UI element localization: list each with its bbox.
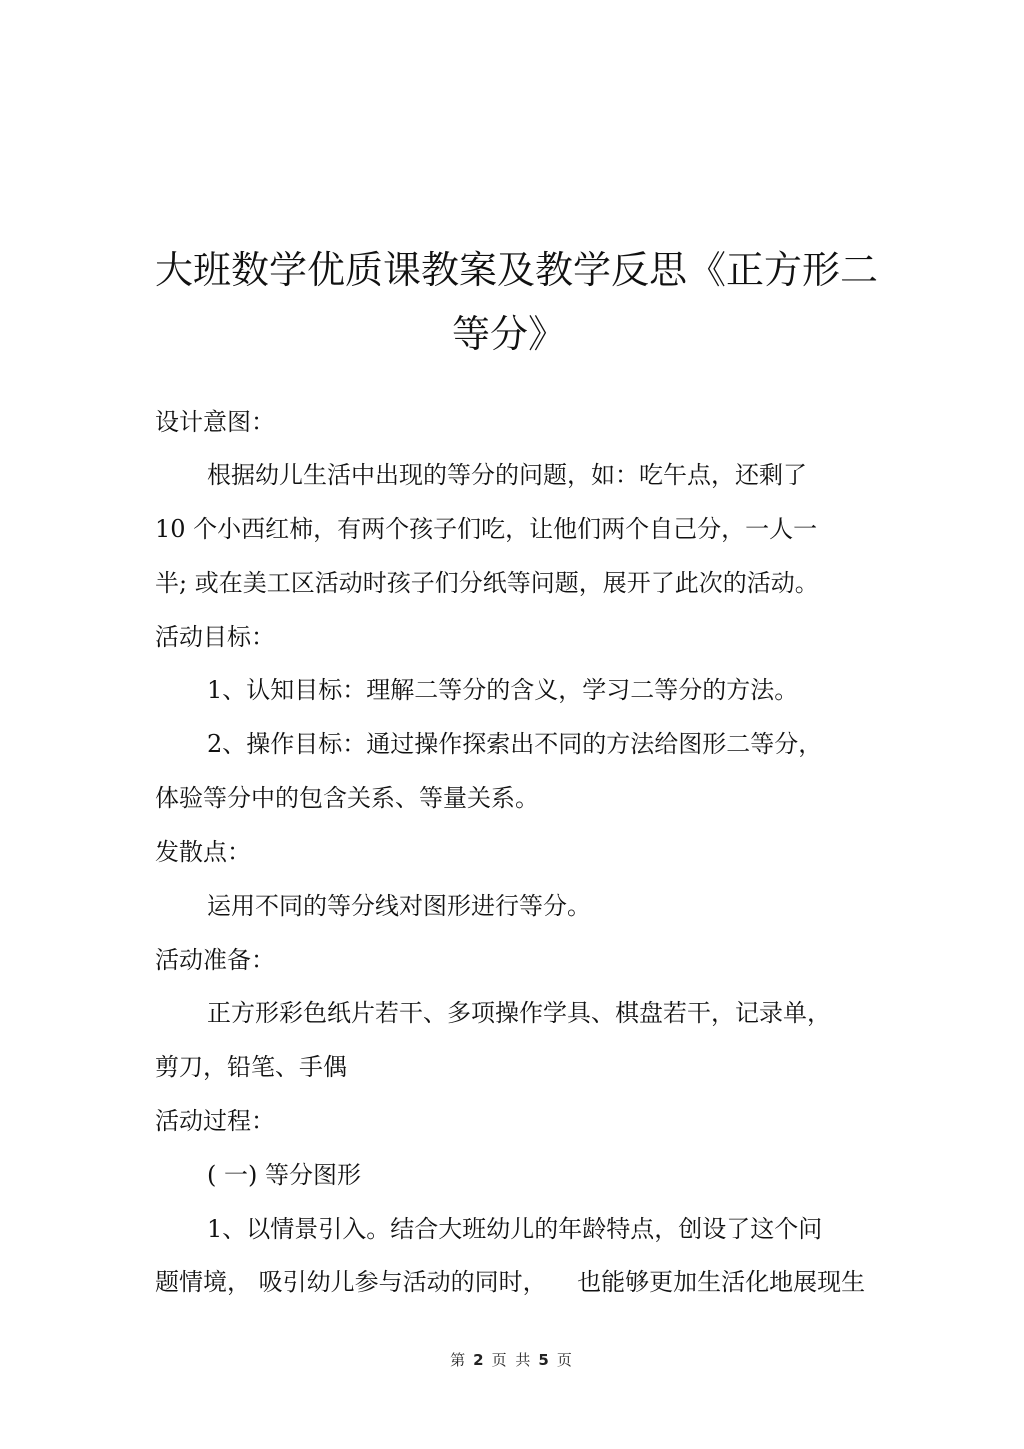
document-title: 大班数学优质课教案及教学反思 [155, 248, 688, 292]
current-page-number: 2 [473, 1351, 486, 1369]
footer-prefix: 第 [450, 1351, 468, 1369]
paragraph-line: 题情境， 吸引幼儿参与活动的同时， 也能够更加生活化地展现生 [155, 1268, 866, 1296]
page-footer [0, 1350, 1024, 1370]
paragraph-line: 根据幼儿生活中出现的等分的问题，如：吃午点，还剩了 [207, 461, 807, 489]
subsection-heading: ( 一) 等分图形 [207, 1161, 361, 1189]
section-heading-divergence: 发散点： [155, 838, 251, 866]
section-heading-process: 活动过程： [155, 1107, 275, 1135]
section-heading-design-intent: 设计意图： [155, 408, 275, 436]
paragraph-line: 剪刀，铅笔、手偶 [155, 1053, 347, 1081]
document-title-line2: 等分》 [452, 312, 567, 356]
footer-middle: 页 共 [491, 1351, 533, 1369]
section-heading-preparation: 活动准备： [155, 946, 275, 974]
paragraph-line: 半; 或在美工区活动时孩子们分纸等问题，展开了此次的活动。 [155, 569, 819, 597]
total-page-count: 5 [538, 1351, 551, 1369]
list-item: 1、以情景引入。结合大班幼儿的年龄特点，创设了这个问 [207, 1215, 823, 1243]
paragraph-line: 运用不同的等分线对图形进行等分。 [207, 892, 591, 920]
paragraph-line: 正方形彩色纸片若干、多项操作学具、棋盘若干，记录单， [207, 999, 831, 1027]
document-title-continued: 《正方形二 [688, 248, 879, 292]
paragraph-line: 10 个小西红柿，有两个孩子们吃，让他们两个自己分，一人一 [155, 515, 818, 543]
section-heading-goals: 活动目标： [155, 623, 275, 651]
footer-suffix: 页 [556, 1351, 574, 1369]
list-item: 1、认知目标：理解二等分的含义，学习二等分的方法。 [207, 676, 799, 704]
paragraph-line: 体验等分中的包含关系、等量关系。 [155, 784, 539, 812]
list-item: 2、操作目标：通过操作探索出不同的方法给图形二等分， [207, 730, 823, 758]
